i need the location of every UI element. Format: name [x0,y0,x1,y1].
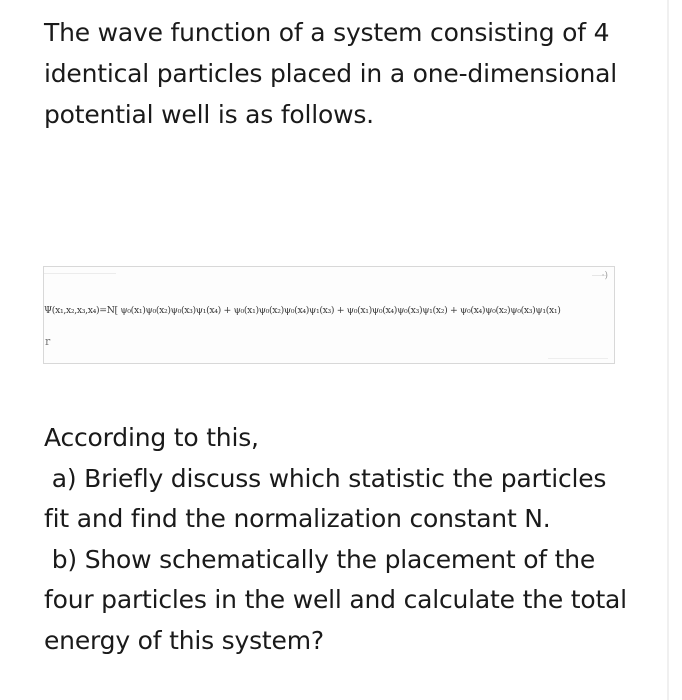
question-line: four particles in the well and calculate the total [44,585,627,614]
wave-function-equation-image [43,266,615,364]
question-line: a) Briefly discuss which statistic the particles [44,463,607,493]
right-edge-divider [667,0,669,700]
scan-artifact-mark: r [45,335,51,348]
question-line: b) Show schematically the placement of the [44,544,596,574]
intro-line: potential well is as follows. [44,100,374,129]
intro-line: identical particles placed in a one-dimensional [44,59,617,88]
scan-artifact-line [44,273,116,274]
scan-artifact-mark: ·) [601,271,608,281]
scan-artifact-line [548,358,608,359]
question-line: According to this, [44,423,259,452]
question-line: energy of this system? [44,625,324,655]
question-paragraph [44,418,654,661]
intro-paragraph [44,12,644,135]
intro-line: The wave function of a system consisting of 4 [44,18,610,47]
question-line: fit and find the normalization constant N. [44,504,551,533]
wave-function-equation: Ψ(x₁,x₂,x₃,x₄)=N[ ψ₀(x₁)ψ₀(x₂)ψ₀(x₃)ψ₁(x₄) + ψ₀(x₁)ψ₀(x₂)ψ₀(x₄)ψ₁(x₃) + ψ₀(x₁)ψ₀(x₄)ψ₀(x₃)ψ₁(x₂) + ψ₀(x₄)ψ₀(x₂)ψ₀(x₃)ψ₁(x₁) [44,305,561,316]
